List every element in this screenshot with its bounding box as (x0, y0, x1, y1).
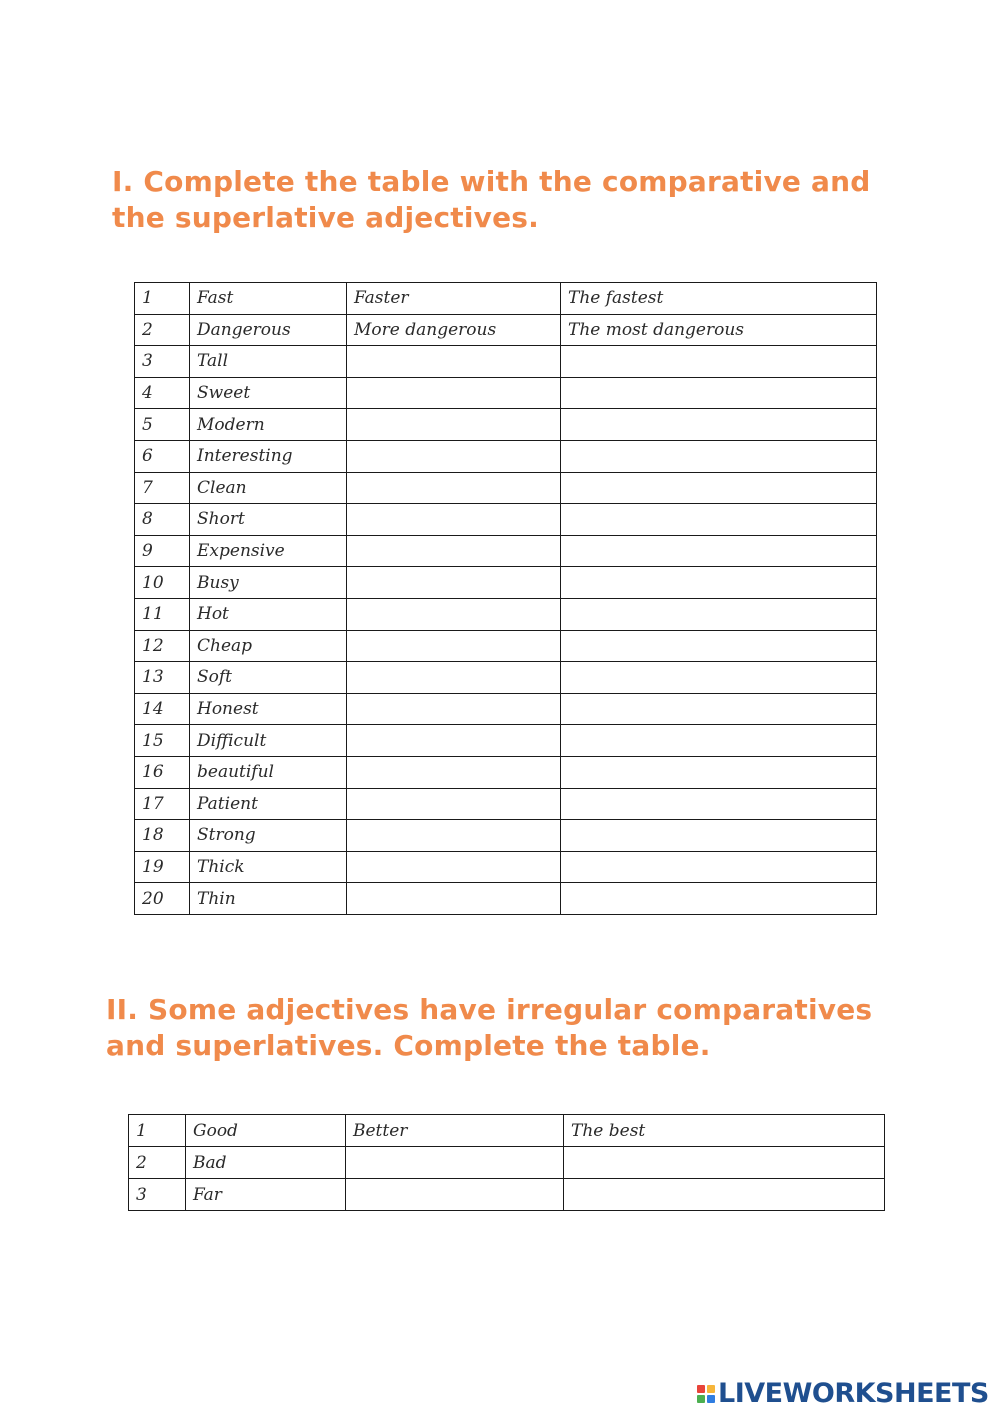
table-row (135, 725, 877, 757)
comparative-cell[interactable] (347, 567, 561, 599)
table-row (135, 756, 877, 788)
row-number: 12 (135, 630, 190, 662)
superlative-cell[interactable] (561, 662, 877, 694)
row-number: 1 (135, 283, 190, 315)
table-row (135, 567, 877, 599)
superlative-cell[interactable] (561, 377, 877, 409)
adjective-cell: Hot (190, 598, 347, 630)
row-number: 17 (135, 788, 190, 820)
table-row (135, 504, 877, 536)
logo-block-yellow (707, 1385, 715, 1393)
logo-blocks-icon (697, 1385, 715, 1403)
row-number: 3 (129, 1179, 186, 1211)
adjective-cell: Tall (190, 346, 347, 378)
adjective-cell: Honest (190, 693, 347, 725)
superlative-cell: The best (564, 1115, 885, 1147)
adjective-cell: Busy (190, 567, 347, 599)
adjective-cell: Cheap (190, 630, 347, 662)
table-row (135, 535, 877, 567)
comparative-cell[interactable] (347, 693, 561, 725)
table-row (135, 820, 877, 852)
table-row (135, 788, 877, 820)
adjective-cell: Good (186, 1115, 346, 1147)
comparative-cell: More dangerous (347, 314, 561, 346)
section2-heading-line1: II. Some adjectives have irregular comparatives (106, 993, 873, 1026)
table-row (135, 883, 877, 915)
comparative-cell[interactable] (347, 851, 561, 883)
table-row (135, 440, 877, 472)
superlative-cell[interactable] (561, 346, 877, 378)
superlative-cell[interactable] (561, 788, 877, 820)
table-row (135, 851, 877, 883)
superlative-cell[interactable] (561, 693, 877, 725)
comparative-cell[interactable] (347, 440, 561, 472)
row-number: 3 (135, 346, 190, 378)
adjective-cell: Dangerous (190, 314, 347, 346)
table-row (135, 598, 877, 630)
superlative-cell: The fastest (561, 283, 877, 315)
comparative-cell[interactable] (347, 535, 561, 567)
logo-block-green (697, 1395, 705, 1403)
adjective-cell: Soft (190, 662, 347, 694)
superlative-cell[interactable] (561, 756, 877, 788)
row-number: 2 (129, 1147, 186, 1179)
adjective-cell: Sweet (190, 377, 347, 409)
row-number: 6 (135, 440, 190, 472)
comparative-cell[interactable] (347, 630, 561, 662)
adjective-cell: Patient (190, 788, 347, 820)
adjective-cell: Expensive (190, 535, 347, 567)
row-number: 14 (135, 693, 190, 725)
comparative-cell[interactable] (347, 820, 561, 852)
section2-heading-line2: and superlatives. Complete the table. (106, 1029, 711, 1062)
table-row (135, 630, 877, 662)
table-row (135, 346, 877, 378)
superlative-cell[interactable] (561, 567, 877, 599)
section1-heading (112, 164, 912, 236)
irregular-table (128, 1114, 885, 1211)
liveworksheets-logo[interactable] (697, 1378, 989, 1409)
superlative-cell[interactable] (561, 820, 877, 852)
adjective-cell: Far (186, 1179, 346, 1211)
table-row (135, 662, 877, 694)
table-row (129, 1115, 885, 1147)
comparative-cell[interactable] (347, 346, 561, 378)
superlative-cell[interactable] (561, 472, 877, 504)
comparative-cell[interactable] (347, 725, 561, 757)
superlative-cell[interactable] (564, 1147, 885, 1179)
adjective-cell: Bad (186, 1147, 346, 1179)
superlative-cell: The most dangerous (561, 314, 877, 346)
adjective-cell: Fast (190, 283, 347, 315)
section1-heading-line1: I. Complete the table with the comparative and (112, 165, 871, 198)
table-row (135, 472, 877, 504)
adjective-cell: Clean (190, 472, 347, 504)
comparative-cell[interactable] (347, 409, 561, 441)
comparative-cell: Faster (347, 283, 561, 315)
row-number: 7 (135, 472, 190, 504)
row-number: 11 (135, 598, 190, 630)
comparatives-table (134, 282, 877, 915)
adjective-cell: Short (190, 504, 347, 536)
logo-block-red (697, 1385, 705, 1393)
row-number: 2 (135, 314, 190, 346)
section2-heading (106, 992, 926, 1064)
logo-block-blue (707, 1395, 715, 1403)
row-number: 16 (135, 756, 190, 788)
superlative-cell[interactable] (561, 883, 877, 915)
row-number: 4 (135, 377, 190, 409)
comparative-cell[interactable] (347, 662, 561, 694)
row-number: 18 (135, 820, 190, 852)
superlative-cell[interactable] (561, 598, 877, 630)
section1-heading-line2: the superlative adjectives. (112, 201, 540, 234)
adjective-cell: Difficult (190, 725, 347, 757)
table-row (135, 409, 877, 441)
logo-text: LIVEWORKSHEETS (718, 1378, 989, 1409)
row-number: 15 (135, 725, 190, 757)
adjective-cell: Strong (190, 820, 347, 852)
table-row (129, 1179, 885, 1211)
adjective-cell: Thick (190, 851, 347, 883)
row-number: 9 (135, 535, 190, 567)
row-number: 20 (135, 883, 190, 915)
row-number: 13 (135, 662, 190, 694)
comparative-cell[interactable] (347, 472, 561, 504)
table-row (135, 377, 877, 409)
comparative-cell[interactable] (346, 1147, 564, 1179)
table-row (135, 283, 877, 315)
comparative-cell[interactable] (347, 756, 561, 788)
table-row (129, 1147, 885, 1179)
superlative-cell[interactable] (561, 630, 877, 662)
table-row (135, 693, 877, 725)
adjective-cell: beautiful (190, 756, 347, 788)
comparative-cell[interactable] (347, 788, 561, 820)
adjective-cell: Thin (190, 883, 347, 915)
row-number: 10 (135, 567, 190, 599)
table-row (135, 314, 877, 346)
row-number: 1 (129, 1115, 186, 1147)
superlative-cell[interactable] (561, 504, 877, 536)
superlative-cell[interactable] (561, 535, 877, 567)
comparative-cell[interactable] (347, 377, 561, 409)
superlative-cell[interactable] (561, 851, 877, 883)
comparative-cell: Better (346, 1115, 564, 1147)
row-number: 5 (135, 409, 190, 441)
row-number: 19 (135, 851, 190, 883)
row-number: 8 (135, 504, 190, 536)
adjective-cell: Interesting (190, 440, 347, 472)
adjective-cell: Modern (190, 409, 347, 441)
superlative-cell[interactable] (561, 440, 877, 472)
comparative-cell[interactable] (347, 883, 561, 915)
superlative-cell[interactable] (561, 725, 877, 757)
comparative-cell[interactable] (346, 1179, 564, 1211)
superlative-cell[interactable] (564, 1179, 885, 1211)
superlative-cell[interactable] (561, 409, 877, 441)
comparative-cell[interactable] (347, 598, 561, 630)
comparative-cell[interactable] (347, 504, 561, 536)
